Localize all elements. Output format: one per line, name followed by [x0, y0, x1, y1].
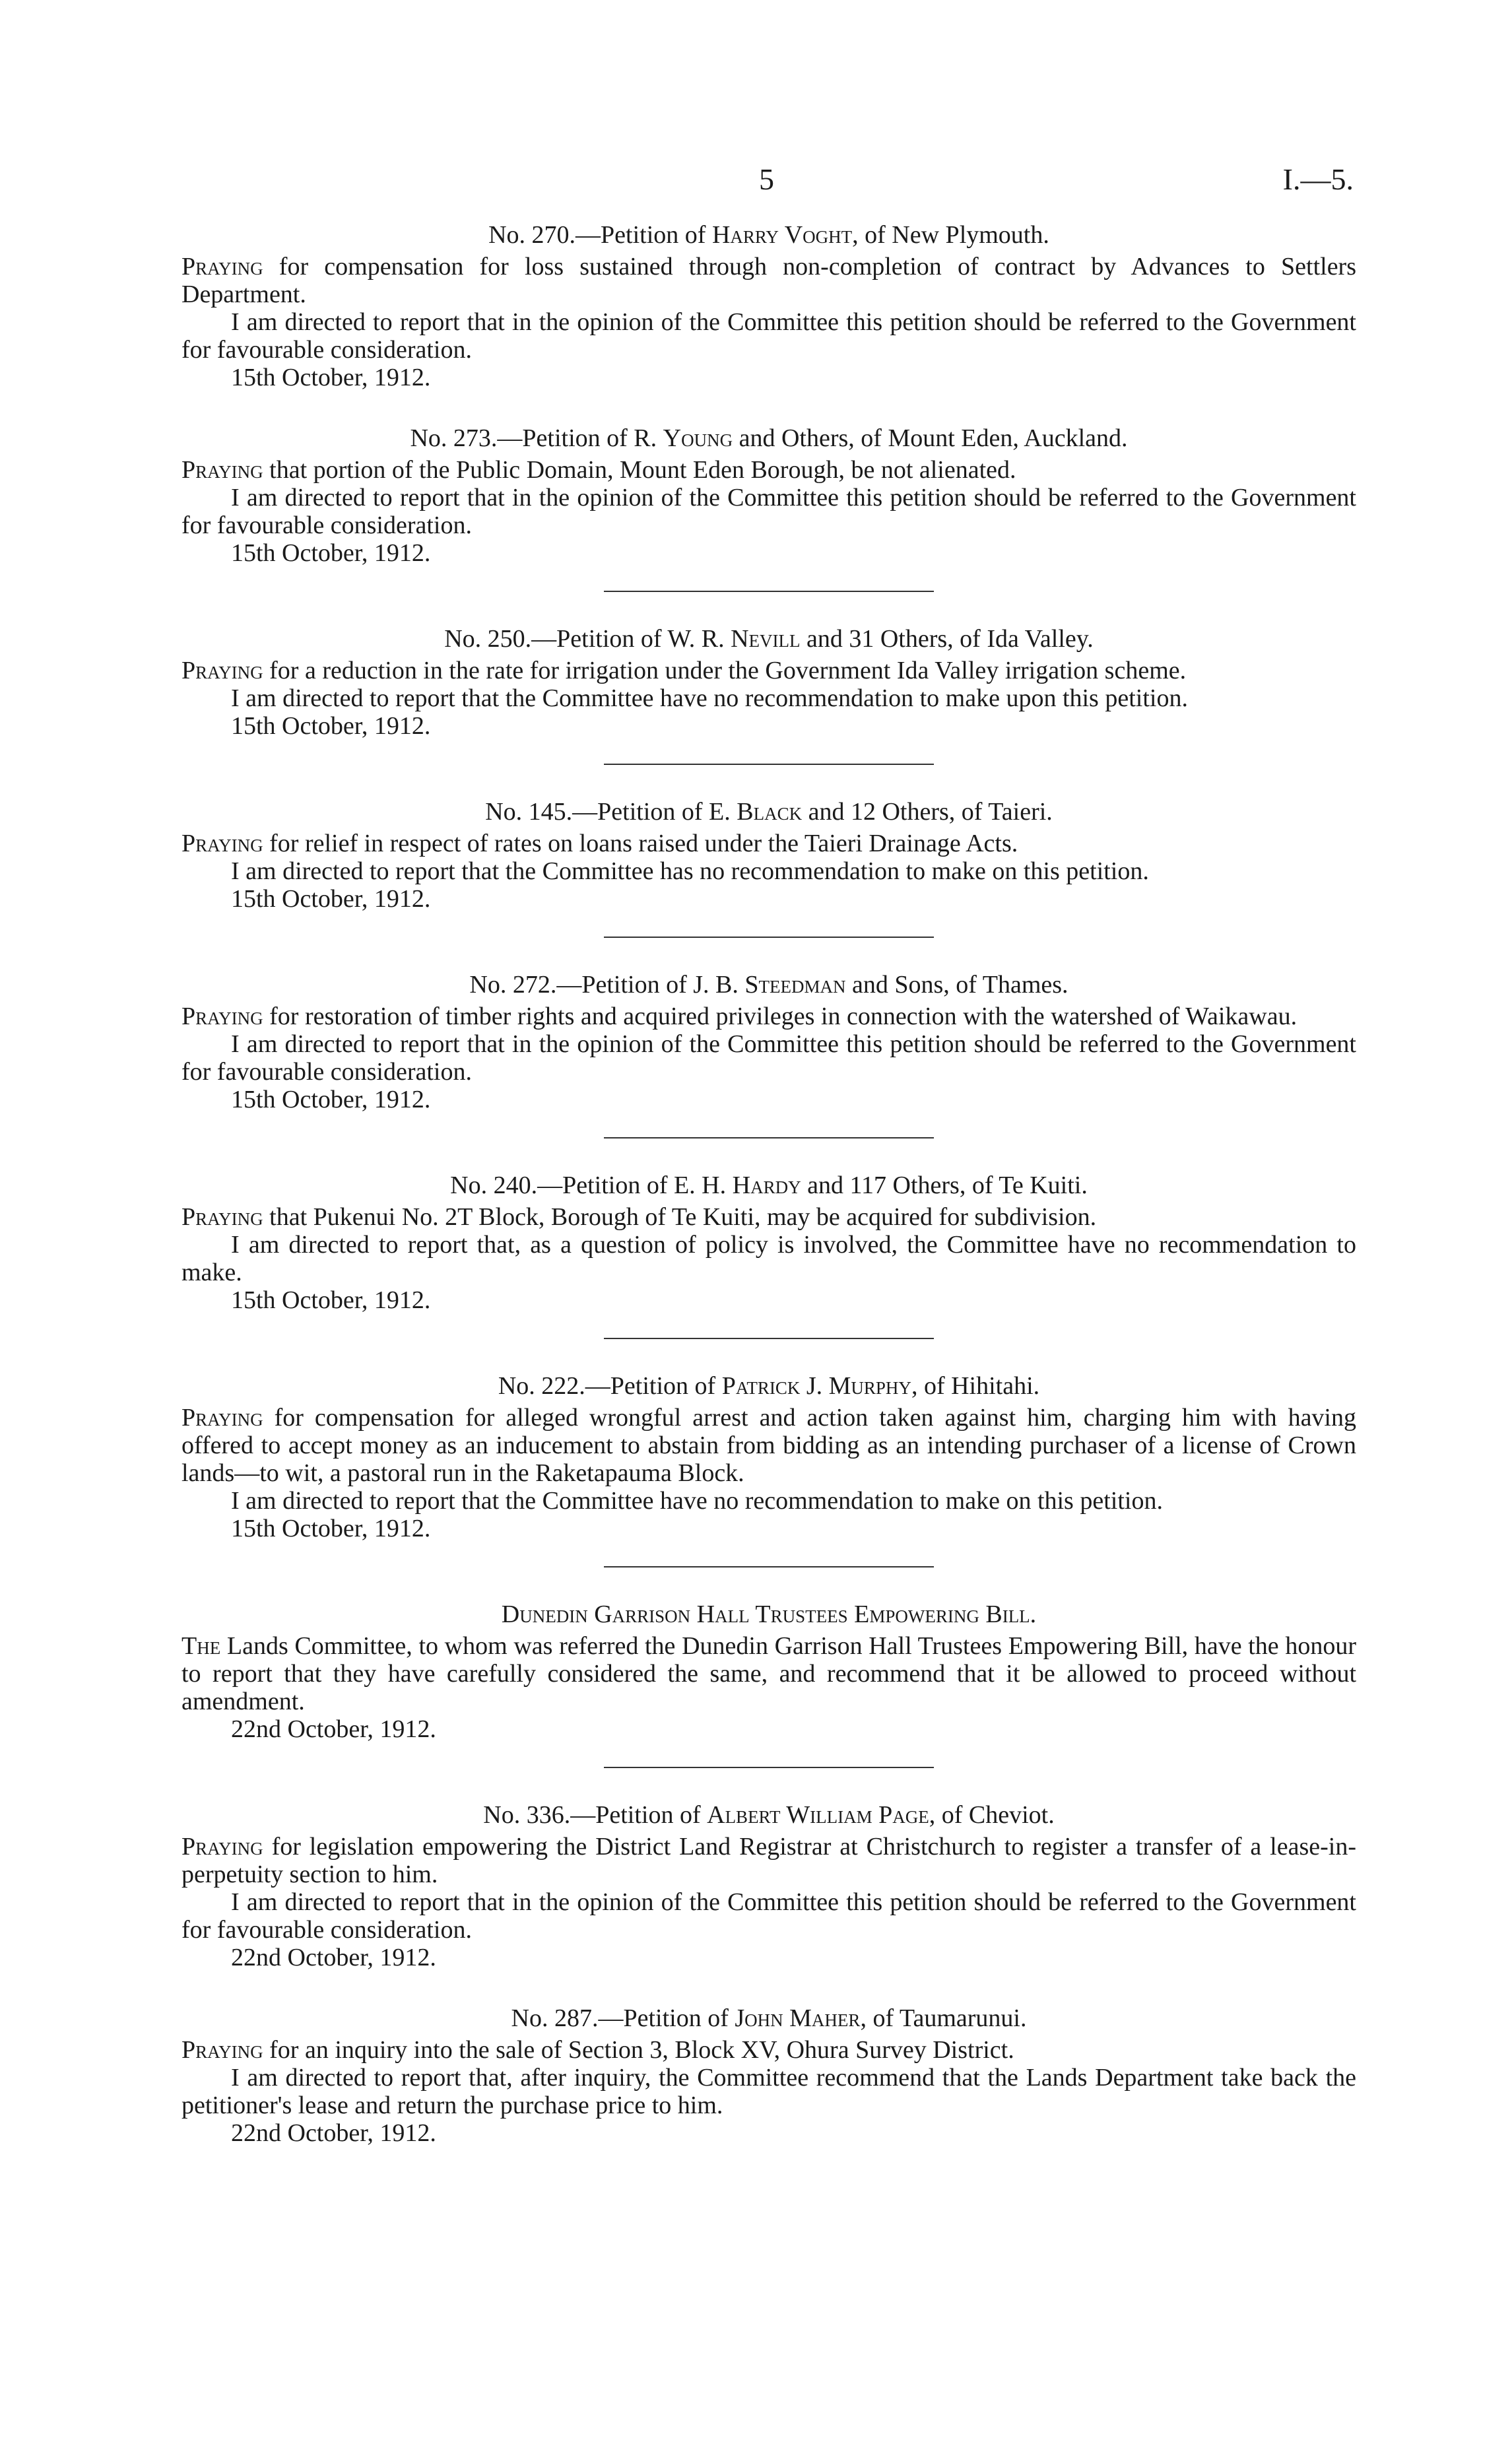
- section-divider: [604, 591, 934, 592]
- petition-report: I am directed to report that the Committee have no recommendation to make on this petition.: [231, 1487, 1163, 1515]
- petition-title: No. 287.—Petition of John Maher, of Taumarunui.: [511, 2004, 1027, 2032]
- petition-title: No. 270.—Petition of Harry Voght, of New Plymouth.: [488, 221, 1049, 249]
- petition-prayer: Praying for relief in respect of rates on loans raised under the Taieri Drainage Acts.: [181, 830, 1018, 857]
- petition-250: [181, 625, 1356, 740]
- petition-date: 15th October, 1912.: [231, 712, 431, 740]
- petition-report: I am directed to report that in the opinion of the Committee this petition should be referred to the Government for favourable consideration.: [181, 308, 1356, 364]
- petition-prayer: Praying for compensation for loss sustained through non-completion of contract by Advances to Settlers Department.: [181, 253, 1356, 308]
- petition-prayer: Praying for restoration of timber rights and acquired privileges in connection with the watershed of Waikawau.: [181, 1003, 1298, 1030]
- petition-date: 22nd October, 1912.: [231, 1944, 436, 1971]
- petition-287: [181, 2004, 1356, 2147]
- bill-report: The Lands Committee, to whom was referred the Dunedin Garrison Hall Trustees Empowering Bill, have the honour to report that they have carefully considered the same, and recommend that it be allowed to proceed without amendment.: [181, 1632, 1356, 1715]
- petitions-list: [181, 221, 1356, 2147]
- petition-prayer: Praying that portion of the Public Domain, Mount Eden Borough, be not alienated.: [181, 456, 1016, 484]
- petition-145: [181, 798, 1356, 913]
- petition-date: 15th October, 1912.: [231, 885, 431, 913]
- petition-title: No. 250.—Petition of W. R. Nevill and 31 Others, of Ida Valley.: [444, 625, 1094, 653]
- petition-report: I am directed to report that the Committee has no recommendation to make on this petition.: [231, 857, 1149, 885]
- section-divider: [604, 1767, 934, 1768]
- petition-title: No. 240.—Petition of E. H. Hardy and 117 Others, of Te Kuiti.: [450, 1171, 1088, 1199]
- petition-report: I am directed to report that in the opinion of the Committee this petition should be referred to the Government for favourable consideration.: [181, 1030, 1356, 1086]
- petition-report: I am directed to report that the Committee have no recommendation to make upon this petition.: [231, 684, 1188, 712]
- document-reference: I.—5.: [1282, 162, 1354, 196]
- section-divider: [604, 1137, 934, 1138]
- petition-date: 15th October, 1912.: [231, 1515, 431, 1542]
- petition-222: [181, 1372, 1356, 1542]
- petition-prayer: Praying for compensation for alleged wrongful arrest and action taken against him, charging him with having offered to accept money as an inducement to abstain from bidding as an intending purchaser of a license of Crown lands—to wit, a pastoral run in the Raketapauma Block.: [181, 1404, 1356, 1487]
- page-header: [0, 162, 1512, 201]
- bill-title: Dunedin Garrison Hall Trustees Empowering Bill.: [501, 1600, 1037, 1628]
- petition-date: 15th October, 1912.: [231, 364, 431, 391]
- petition-273: [181, 424, 1356, 567]
- petition-date: 15th October, 1912.: [231, 1286, 431, 1314]
- section-divider: [604, 764, 934, 765]
- section-divider: [604, 937, 934, 938]
- petition-336: [181, 1801, 1356, 1971]
- petition-prayer: Praying for a reduction in the rate for irrigation under the Government Ida Valley irrigation scheme.: [181, 657, 1187, 684]
- petition-270: [181, 221, 1356, 391]
- petition-report: I am directed to report that in the opinion of the Committee this petition should be referred to the Government for favourable consideration.: [181, 1888, 1356, 1944]
- page-number: 5: [759, 162, 774, 196]
- petition-title: No. 145.—Petition of E. Black and 12 Others, of Taieri.: [485, 798, 1053, 826]
- petition-title: No. 272.—Petition of J. B. Steedman and Sons, of Thames.: [469, 971, 1068, 999]
- petition-report: I am directed to report that, after inquiry, the Committee recommend that the Lands Department take back the petitioner's lease and return the purchase price to him.: [181, 2064, 1356, 2119]
- petition-240: [181, 1171, 1356, 1314]
- petition-report: I am directed to report that in the opinion of the Committee this petition should be referred to the Government for favourable consideration.: [181, 484, 1356, 539]
- petition-272: [181, 971, 1356, 1113]
- petition-report: I am directed to report that, as a question of policy is involved, the Committee have no recommendation to make.: [181, 1231, 1356, 1286]
- spacer: [181, 391, 1356, 424]
- petition-title: No. 273.—Petition of R. Young and Others, of Mount Eden, Auckland.: [410, 424, 1128, 452]
- petition-prayer: Praying for an inquiry into the sale of Section 3, Block XV, Ohura Survey District.: [181, 2036, 1014, 2064]
- bill-dunedin-garrison-hall: [181, 1600, 1356, 1743]
- petition-title: No. 336.—Petition of Albert William Page, of Cheviot.: [483, 1801, 1055, 1829]
- petition-date: 22nd October, 1912.: [231, 2119, 436, 2147]
- petition-prayer: Praying that Pukenui No. 2T Block, Borough of Te Kuiti, may be acquired for subdivision.: [181, 1203, 1097, 1231]
- bill-date: 22nd October, 1912.: [231, 1715, 436, 1743]
- petition-title: No. 222.—Petition of Patrick J. Murphy, of Hihitahi.: [498, 1372, 1040, 1400]
- petition-date: 15th October, 1912.: [231, 1086, 431, 1113]
- section-divider: [604, 1566, 934, 1567]
- petition-prayer: Praying for legislation empowering the District Land Registrar at Christchurch to register a transfer of a lease-in-perpetuity section to him.: [181, 1833, 1356, 1888]
- petition-date: 15th October, 1912.: [231, 539, 431, 567]
- section-divider: [604, 1338, 934, 1339]
- spacer: [181, 1971, 1356, 2004]
